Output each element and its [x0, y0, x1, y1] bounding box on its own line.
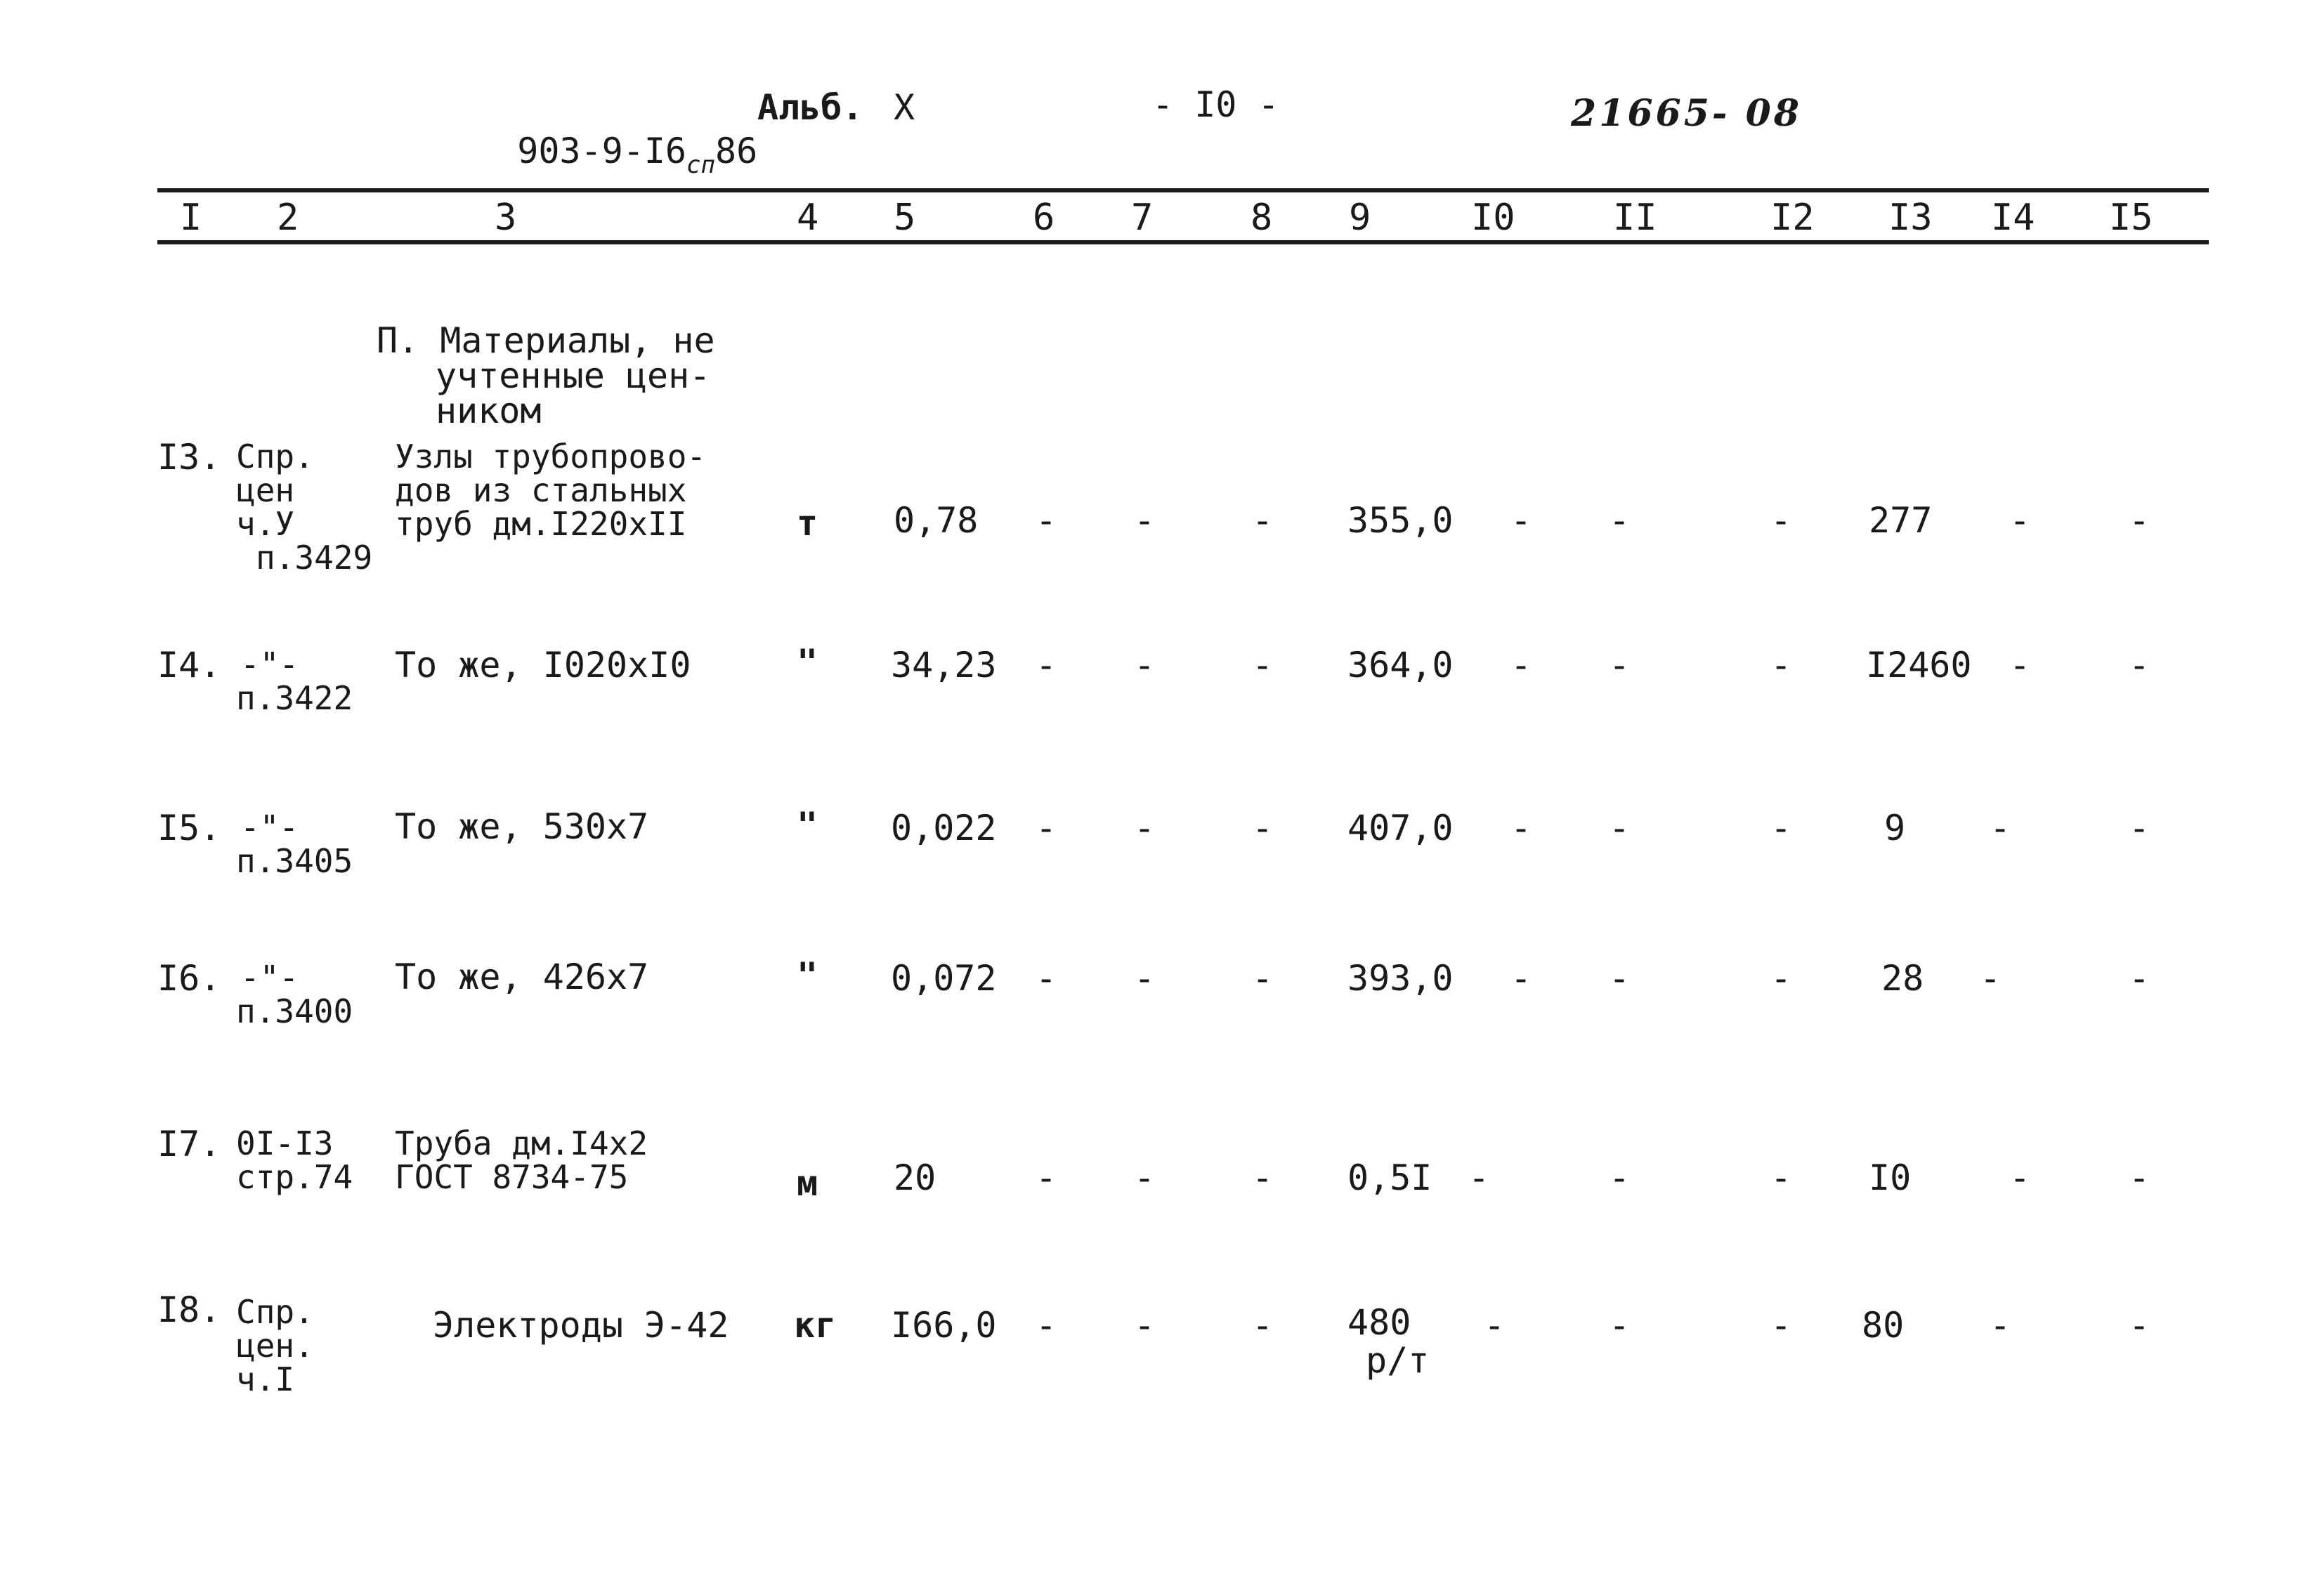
row-price: 355,0: [1347, 500, 1454, 541]
row-col12: -: [1770, 500, 1792, 541]
row-price: 0,5I: [1347, 1157, 1432, 1198]
row-col8: -: [1252, 1305, 1274, 1346]
row-col6: -: [1036, 645, 1057, 685]
row-number: I7.: [157, 1124, 221, 1164]
row-col11: -: [1609, 500, 1631, 541]
row-name: Труба дм.I4х2 ГОСТ 8734-75: [395, 1124, 648, 1196]
section-title-line: учтенные цен-: [436, 355, 711, 396]
row-col15: -: [2129, 500, 2150, 541]
row-col14: -: [2009, 500, 2031, 541]
column-number-14: I4: [1991, 197, 2035, 239]
row-col10: -: [1510, 645, 1532, 685]
row-price: 480: [1347, 1302, 1411, 1343]
row-col7: -: [1134, 645, 1156, 685]
row-price: 393,0: [1347, 958, 1454, 999]
row-col12: -: [1770, 645, 1792, 685]
document-code-main: 903-9-I6: [517, 131, 687, 171]
header-top-rule: [157, 188, 2209, 192]
row-reference: Спр. цен. ч.I: [236, 1293, 314, 1398]
row-quantity: 0,022: [891, 808, 997, 848]
column-number-8: 8: [1251, 197, 1273, 239]
column-number-10: I0: [1471, 197, 1515, 239]
row-col8: -: [1252, 500, 1274, 541]
row-quantity: 0,78: [894, 500, 979, 541]
row-unit: т: [797, 503, 818, 544]
row-price: 364,0: [1347, 645, 1454, 685]
row-name: Электроды Э-42: [433, 1305, 729, 1346]
row-col11: -: [1609, 645, 1631, 685]
row-name: Узлы трубопрово- дов из стальных труб дм.I220хII: [395, 438, 707, 543]
row-total: 277: [1869, 500, 1933, 541]
row-col6: -: [1036, 808, 1057, 848]
row-col10: -: [1510, 500, 1532, 541]
column-number-12: I2: [1770, 197, 1815, 239]
album-label: Альб.: [757, 87, 863, 128]
row-col11: -: [1609, 1157, 1631, 1198]
row-quantity: I66,0: [891, 1305, 997, 1346]
row-number: I4.: [157, 645, 221, 685]
row-reference: Спр. цен ч.У п.3429: [236, 438, 373, 577]
row-col6: -: [1036, 1305, 1057, 1346]
row-col14: -: [2009, 645, 2031, 685]
row-unit: ": [797, 955, 818, 996]
document-code-subscript: сп: [686, 151, 715, 179]
row-quantity: 34,23: [891, 645, 997, 685]
row-col8: -: [1252, 958, 1274, 999]
row-number: I6.: [157, 958, 221, 999]
row-col6: -: [1036, 500, 1057, 541]
row-col12: -: [1770, 958, 1792, 999]
row-col15: -: [2129, 1157, 2150, 1198]
row-col11: -: [1609, 958, 1631, 999]
row-col12: -: [1770, 1305, 1792, 1346]
row-total: I0: [1869, 1157, 1912, 1198]
row-col8: -: [1252, 1157, 1274, 1198]
column-number-7: 7: [1131, 197, 1154, 239]
column-number-11: II: [1613, 197, 1657, 239]
row-col7: -: [1134, 958, 1156, 999]
row-col12: -: [1770, 1157, 1792, 1198]
row-col7: -: [1134, 808, 1156, 848]
column-number-4: 4: [797, 197, 819, 239]
row-name: То же, 426х7: [395, 957, 649, 997]
section-title: [377, 288, 715, 431]
row-quantity: 20: [894, 1157, 936, 1198]
row-col15: -: [2129, 645, 2150, 685]
row-reference: -"- п.3405: [236, 808, 353, 880]
row-number: I3.: [157, 437, 221, 478]
row-reference: -"- п.3422: [236, 645, 353, 717]
document-code-year: 86: [715, 131, 758, 171]
row-col14: -: [1990, 1305, 2011, 1346]
row-col14: -: [2009, 1157, 2031, 1198]
row-number: I8.: [157, 1289, 221, 1330]
row-unit: ": [797, 805, 818, 846]
row-col15: -: [2129, 1305, 2150, 1346]
row-col14: -: [1980, 958, 2002, 999]
row-price: 407,0: [1347, 808, 1454, 848]
row-total: I2460: [1866, 645, 1972, 685]
row-name: То же, I020хI0: [395, 645, 691, 685]
row-reference: -"- п.3400: [236, 959, 353, 1030]
row-total: 9: [1884, 808, 1906, 848]
section-title-line: ником: [436, 390, 542, 431]
row-col10: -: [1510, 808, 1532, 848]
row-col7: -: [1134, 1157, 1156, 1198]
section-title-line: П. Материалы, не: [377, 320, 715, 361]
row-col11: -: [1609, 1305, 1631, 1346]
row-quantity: 0,072: [891, 958, 997, 999]
row-col10: -: [1484, 1305, 1506, 1346]
column-number-1: I: [180, 197, 202, 239]
row-unit: ": [797, 642, 818, 683]
document-number: 21665- 08: [1571, 92, 1802, 135]
album-number: X: [894, 87, 915, 128]
column-number-6: 6: [1033, 197, 1055, 239]
row-col14: -: [1990, 808, 2011, 848]
row-col15: -: [2129, 958, 2150, 999]
column-number-5: 5: [894, 197, 916, 239]
row-col15: -: [2129, 808, 2150, 848]
column-number-13: I3: [1888, 197, 1933, 239]
row-name: То же, 530х7: [395, 806, 649, 847]
row-col10: -: [1468, 1157, 1490, 1198]
row-col8: -: [1252, 808, 1274, 848]
document-code: [475, 98, 757, 177]
row-col6: -: [1036, 958, 1057, 999]
column-number-15: I5: [2109, 197, 2153, 239]
row-unit: м: [797, 1163, 818, 1204]
row-number: I5.: [157, 808, 221, 848]
column-number-9: 9: [1349, 197, 1371, 239]
row-reference: 0I-I3 стр.74: [236, 1124, 353, 1196]
row-col11: -: [1609, 808, 1631, 848]
row-price-unit: р/т: [1366, 1340, 1430, 1381]
header-bottom-rule: [157, 240, 2209, 244]
row-col7: -: [1134, 1305, 1156, 1346]
row-col6: -: [1036, 1157, 1057, 1198]
column-number-2: 2: [277, 197, 299, 239]
column-number-3: 3: [495, 197, 517, 239]
row-total: 80: [1862, 1305, 1905, 1346]
row-total: 28: [1881, 958, 1924, 999]
row-unit: кг: [794, 1305, 837, 1346]
row-col10: -: [1510, 958, 1532, 999]
row-col12: -: [1770, 808, 1792, 848]
row-col8: -: [1252, 645, 1274, 685]
page-number: - I0 -: [1152, 84, 1279, 125]
row-col7: -: [1134, 500, 1156, 541]
